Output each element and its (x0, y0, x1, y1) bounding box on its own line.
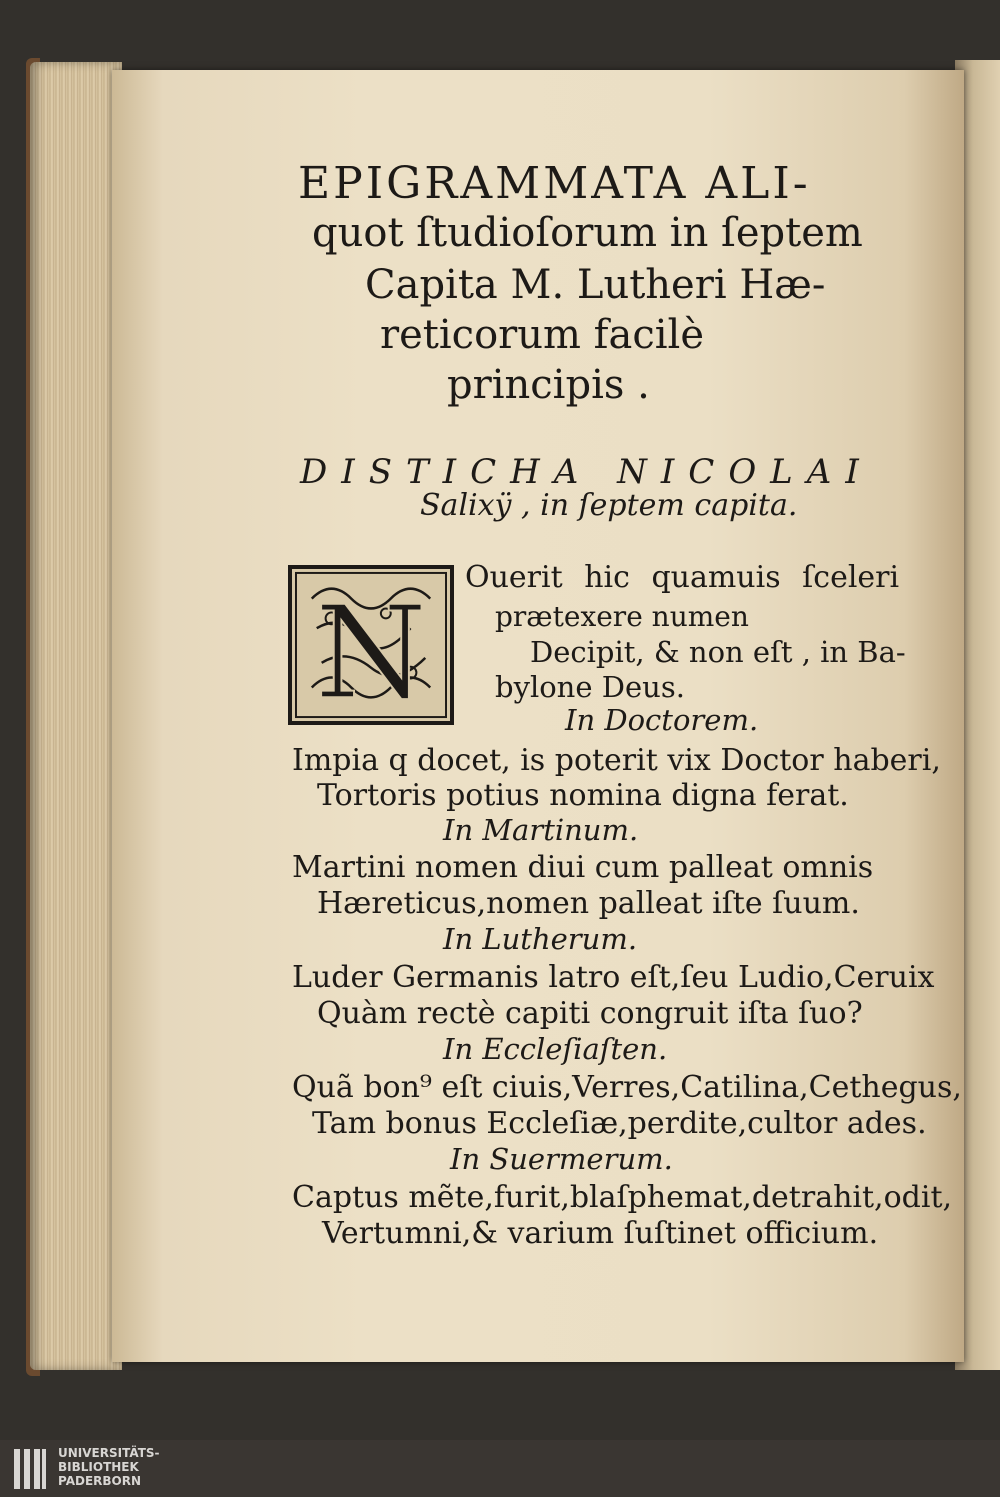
verse-line: bylone Deus. (495, 670, 685, 704)
verse-line: Ouerit hic quamuis ſceleri (465, 560, 900, 595)
decorated-initial (288, 565, 454, 725)
verse-line: Quàm rectè capiti congruit iſta ſuo? (317, 996, 863, 1031)
title-line-5: principis . (447, 362, 650, 408)
initial-ornament-icon (292, 569, 450, 721)
verse-line: Hæreticus,nomen palleat iſte ſuum. (317, 886, 860, 921)
verse-line: Vertumni,& varium ſuſtinet officium. (322, 1216, 879, 1251)
library-name-line-1: UNIVERSITÄTS- (58, 1446, 160, 1460)
title-line-1: EPIGRAMMATA ALI- (298, 158, 811, 209)
section-heading: In Lutherum. (443, 922, 638, 956)
title-line-4: reticorum facilè (380, 312, 704, 358)
library-name (58, 1446, 160, 1488)
subtitle-line-2: Salixÿ , in ſeptem capita. (420, 488, 798, 523)
library-logo-icon (12, 1447, 48, 1491)
verse-line: Decipit, & non eſt , in Ba- (530, 635, 906, 669)
verse-line: Quã bon⁹ eſt ciuis,Verres,Catilina,Cethegus, (292, 1070, 962, 1105)
subtitle-line-1: DISTICHA NICOLAI (300, 452, 873, 492)
verse-line: Martini nomen diui cum palleat omnis (292, 850, 874, 885)
initial-letter: N (314, 579, 428, 721)
page-edges (30, 62, 122, 1370)
verse-line: prætexere numen (495, 600, 749, 633)
section-heading: In Doctorem. (565, 703, 759, 737)
title-line-3: Capita M. Lutheri Hæ- (365, 262, 826, 308)
section-heading: In Martinum. (443, 813, 639, 847)
verse-line: Tortoris potius nomina digna ferat. (317, 778, 849, 813)
verse-line: Captus mẽte,furit,blaſphemat,detrahit,odit, (292, 1180, 953, 1215)
section-heading: In Suermerum. (450, 1142, 673, 1176)
verse-line: Impia q docet, is poterit vix Doctor haberi, (292, 743, 941, 778)
section-heading: In Eccleſiaſten. (443, 1032, 668, 1066)
verse-line: Tam bonus Eccleſiæ,perdite,cultor ades. (312, 1106, 927, 1141)
verse-line: Luder Germanis latro eſt,ſeu Ludio,Ceruix (292, 960, 935, 995)
title-line-2: quot ſtudioſorum in ſeptem (312, 210, 863, 256)
library-name-line-3: PADERBORN (58, 1474, 142, 1488)
library-name-line-2: BIBLIOTHEK (58, 1460, 139, 1474)
